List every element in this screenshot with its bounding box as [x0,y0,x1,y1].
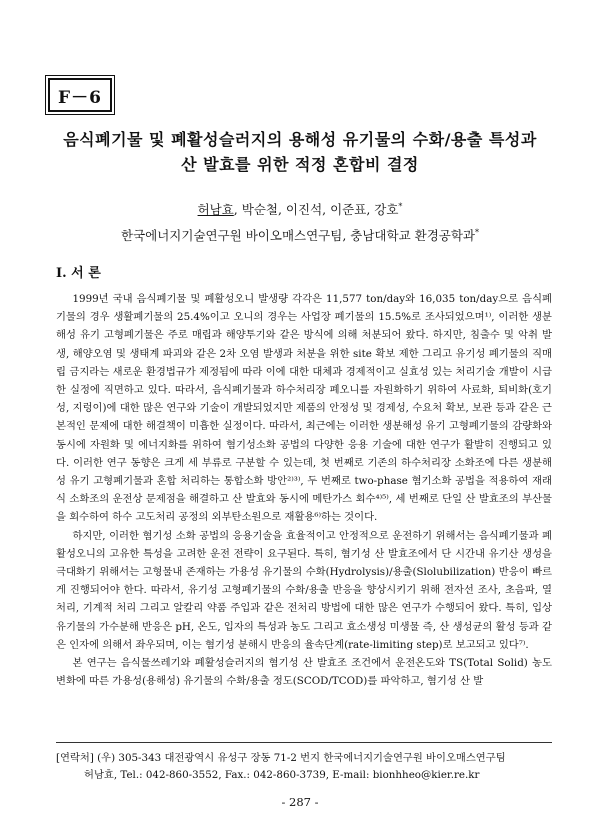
contact-address: [연락처] (우) 305-343 대전광역시 유성구 장동 71-2 번지 한국에너지기술연구원 바이오매스연구팀 [56,752,506,764]
paper-title-line-2: 산 발효를 위한 적정 혼합비 결정 [181,155,419,174]
first-author: 허남효 [197,202,234,217]
author-mark: * [398,201,403,211]
affiliation-mark: * [475,227,479,237]
paragraph-3: 본 연구는 음식물쓰레기와 폐활성슬러지의 혐기성 산 발효조 조건에서 운전온도와 TS(Total Solid) 농도 변화에 따른 가용성(용해성) 유기물의 수화/용출 정도(SCOD/TCOD)를 파악하고, 혐기성 산 발 [56,657,552,688]
page-number: - 287 - [281,795,319,809]
body-text [56,290,552,690]
contact-info [56,750,556,784]
affiliation [40,226,560,244]
contact-details: 허남효, Tel.: 042-860-3552, Fax.: 042-860-3739, E-mail: bionhheo@kier.re.kr [84,769,480,781]
paragraph-2: 하지만, 이러한 혐기성 소화 공법의 응용기술을 효율적이고 안정적으로 운전하기 위해서는 음식폐기물과 폐활성오니의 고유한 특성을 고려한 운전 전략이 요구된다. 특히, 혐기성 산 발효조에서 단 시간내 유기산 생성을 극대화기 위해서는 고형물내 존재하는 가용성 유기물의 수화(Hydrolysis)/용출(Slolubilization) 반응이 빠르게 진행되어야 한다. 따라서, 유기성 고형폐기물의 수화/용출 반응을 향상시키기 위해 전자선 조사, 초음파, 열처리, 기계적 처리 그리고 알칼리 약품 주입과 같은 전처리 방법에 대한 많은 연구가 수행되어 왔다. 특히, 입상 유기물의 가수분해 반응은 pH, 온도, 입자의 특성과 농도 그리고 효소생성 미생물 즉, 산 생성균의 활성 등과 같은 인자에 의해서 좌우되며, 이는 혐기성 분해시 반응의 율속단계(rate-limiting step)로 보고되고 있다⁷⁾. [56,529,552,651]
footnote-divider [56,742,552,743]
section-heading: I. 서 론 [56,266,101,281]
author-list [40,200,560,218]
paper-code-label: F－6 [48,78,112,112]
paragraph-1: 1999년 국내 음식폐기물 및 폐활성오니 발생량 각각은 11,577 ton/day와 16,035 ton/day으로 음식폐기물의 경우 생활폐기물의 25.4%이고 오니의 경우는 사업장 폐기물의 15.5%로 조사되었으며¹⁾, 이러한 생분해성 유기 고형폐기물은 주로 매립과 해양투기와 같은 방식에 의해 처분되어 왔다. 하지만, 침출수 및 악취 발생, 해양오염 및 생태계 파괴와 같은 2차 오염 발생과 처분을 위한 site 확보 제한 그리고 유기성 폐기물의 직매립 금지라는 새로운 환경법규가 제정됨에 따라 이에 대한 대체과 경제적이고 실효성 있는 처리기술 개발이 시급한 실정에 직면하고 있다. 따라서, 음식폐기물과 하수처리장 폐오니를 자원화하기 위하여 사료화, 퇴비화(호기성, 지렁이)에 대한 많은 연구와 기술이 개발되었지만 제품의 안정성 및 경제성, 수요처 확보, 보관 등과 같은 근본적인 문제에 대한 해결책이 미흡한 실정이다. 따라서, 최근에는 이러한 생분해성 유기 고형폐기물의 감량화와 동시에 자원화 및 에너지화를 위하여 혐기성소화 공법의 다양한 응용 기술에 대한 연구가 활발히 진행되고 있다. 이러한 연구 동향은 크게 세 부류로 구분할 수 있는데, 첫 번째로 기존의 하수처리장 소화조에 다른 생분해성 유기 고형폐기물과 혼합 처리하는 통합소화 방안²⁾³⁾, 두 번째로 two-phase 혐기소화 공법을 적용하여 재래식 소화조의 운전상 문제점을 해결하고 산 발효와 동시에 메탄가스 회수⁴⁾⁵⁾, 세 번째로 단일 산 발효조의 부산물을 회수하여 하수 고도처리 공정의 외부탄소원으로 재활용⁶⁾하는 것이다. [56,293,552,524]
co-authors: , 박순철, 이진석, 이준표, 강호 [233,202,399,217]
affiliation-text: 한국에너지기술연구원 바이오매스연구팀, 충남대학교 환경공학과 [121,228,475,243]
paper-title-line-1: 음식폐기물 및 폐활성슬러지의 용해성 유기물의 수화/용출 특성과 [63,130,537,149]
